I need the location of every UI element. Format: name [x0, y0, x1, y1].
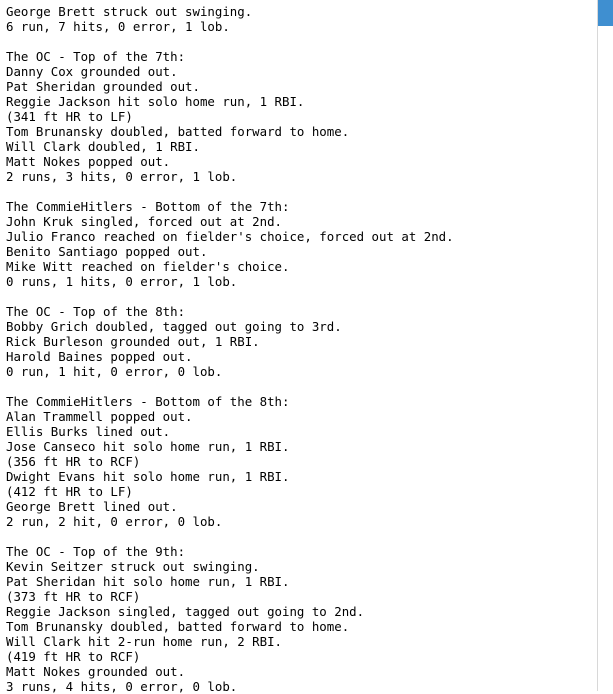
log-line: (419 ft HR to RCF) [6, 649, 141, 664]
log-line: Benito Santiago popped out. [6, 244, 208, 259]
log-line: 0 run, 1 hit, 0 error, 0 lob. [6, 364, 223, 379]
log-line: Reggie Jackson singled, tagged out going to 2nd. [6, 604, 365, 619]
log-blank-line [6, 289, 613, 304]
log-line: Julio Franco reached on fielder's choice, forced out at 2nd. [6, 229, 454, 244]
log-line: George Brett lined out. [6, 499, 178, 514]
log-line: 6 run, 7 hits, 0 error, 1 lob. [6, 19, 230, 34]
scrollbar-track[interactable] [598, 26, 613, 691]
log-line: (373 ft HR to RCF) [6, 589, 141, 604]
log-line: 2 run, 2 hit, 0 error, 0 lob. [6, 514, 223, 529]
vertical-scrollbar[interactable] [597, 0, 613, 691]
log-line: Matt Nokes grounded out. [6, 664, 186, 679]
log-line: Will Clark hit 2-run home run, 2 RBI. [6, 634, 283, 649]
log-line: The OC - Top of the 7th: [6, 49, 186, 64]
log-blank-line [6, 184, 613, 199]
log-line: The OC - Top of the 9th: [6, 544, 186, 559]
log-blank-line [6, 379, 613, 394]
log-line: Harold Baines popped out. [6, 349, 193, 364]
log-line: Mike Witt reached on fielder's choice. [6, 259, 290, 274]
log-line: 2 runs, 3 hits, 0 error, 1 lob. [6, 169, 238, 184]
log-line: Jose Canseco hit solo home run, 1 RBI. [6, 439, 290, 454]
log-blank-line [6, 529, 613, 544]
log-line: Will Clark doubled, 1 RBI. [6, 139, 200, 154]
log-line: Matt Nokes popped out. [6, 154, 171, 169]
log-line: Rick Burleson grounded out, 1 RBI. [6, 334, 260, 349]
log-line: 0 runs, 1 hits, 0 error, 1 lob. [6, 274, 238, 289]
log-line: Dwight Evans hit solo home run, 1 RBI. [6, 469, 290, 484]
log-line: The OC - Top of the 8th: [6, 304, 186, 319]
log-line: Alan Trammell popped out. [6, 409, 193, 424]
log-line: Pat Sheridan grounded out. [6, 79, 200, 94]
log-blank-line [6, 34, 613, 49]
log-line: (356 ft HR to RCF) [6, 454, 141, 469]
log-line: 3 runs, 4 hits, 0 error, 0 lob. [6, 679, 238, 694]
log-line: Tom Brunansky doubled, batted forward to home. [6, 619, 350, 634]
scrollbar-thumb[interactable] [598, 0, 613, 26]
log-line: (412 ft HR to LF) [6, 484, 133, 499]
log-line: The CommieHitlers - Bottom of the 7th: [6, 199, 290, 214]
log-line: Danny Cox grounded out. [6, 64, 178, 79]
log-line: Ellis Burks lined out. [6, 424, 171, 439]
log-line: Bobby Grich doubled, tagged out going to 3rd. [6, 319, 342, 334]
log-line: Reggie Jackson hit solo home run, 1 RBI. [6, 94, 305, 109]
log-line: Tom Brunansky doubled, batted forward to home. [6, 124, 350, 139]
log-line: Pat Sheridan hit solo home run, 1 RBI. [6, 574, 290, 589]
log-line: John Kruk singled, forced out at 2nd. [6, 214, 283, 229]
log-line: The CommieHitlers - Bottom of the 8th: [6, 394, 290, 409]
log-line: (341 ft HR to LF) [6, 109, 133, 124]
log-line: George Brett struck out swinging. [6, 4, 253, 19]
log-line: Kevin Seitzer struck out swinging. [6, 559, 260, 574]
